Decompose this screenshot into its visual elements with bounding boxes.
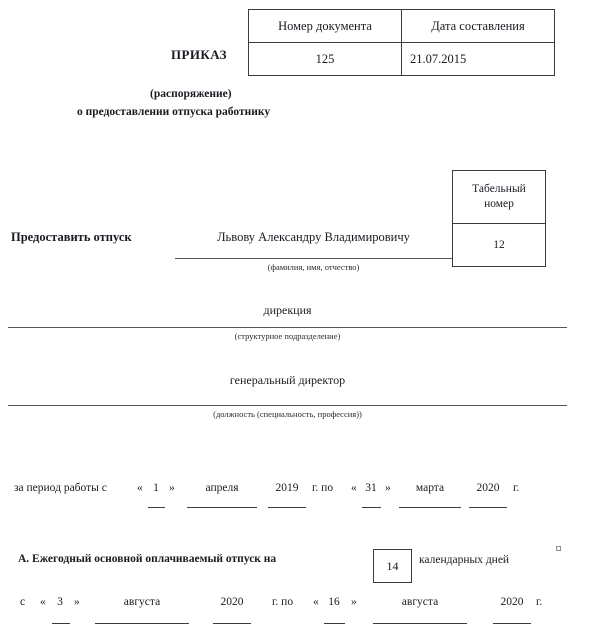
section-a-from-year-rule	[213, 623, 251, 624]
section-a-to-day-rule	[324, 623, 345, 624]
department-caption: (структурное подразделение)	[234, 331, 341, 341]
table-row	[453, 224, 546, 267]
document-subject: о предоставлении отпуска работнику	[77, 106, 271, 118]
work-period-prefix: за период работы с	[14, 482, 107, 494]
work-period-from-month-rule	[187, 507, 257, 508]
section-a-from-year[interactable]: 2020	[220, 596, 244, 608]
section-a-from-month[interactable]: августа	[123, 596, 161, 608]
tab-number-header-line1: Табельный	[472, 183, 526, 195]
employee-name-caption: (фамилия, имя, отчество)	[267, 262, 360, 272]
work-period-from-quote-close: »	[169, 482, 175, 494]
table-row	[249, 43, 555, 76]
header-cell-compilation-date: Дата составления	[402, 10, 555, 43]
section-a-suffix-2: г.	[536, 596, 543, 608]
work-period-to-month[interactable]: марта	[415, 482, 445, 494]
section-a-from-quote-close: »	[74, 596, 80, 608]
table-row	[249, 10, 555, 43]
section-a-to-month[interactable]: августа	[401, 596, 439, 608]
section-a-from-day-rule	[52, 623, 70, 624]
document-header-table	[248, 9, 555, 76]
work-period-from-day[interactable]: 1	[153, 482, 159, 494]
work-period-row	[0, 478, 600, 518]
work-period-suffix-2: г.	[513, 482, 520, 494]
table-row	[453, 171, 546, 224]
tab-number-header-line2: номер	[484, 198, 514, 210]
section-a-prefix: с	[20, 596, 26, 608]
section-a-suffix-1: г. по	[272, 596, 294, 608]
work-period-from-year[interactable]: 2019	[275, 482, 299, 494]
work-period-to-year[interactable]: 2020	[476, 482, 500, 494]
position-caption: (должность (специальность, профессия))	[213, 409, 362, 419]
section-a-from-day[interactable]: 3	[57, 596, 63, 608]
section-a-to-day[interactable]: 16	[328, 596, 340, 608]
department-rule	[8, 327, 567, 328]
order-alt-label: (распоряжение)	[150, 88, 232, 100]
grant-vacation-label: Предоставить отпуск	[11, 230, 132, 244]
tab-number-table	[452, 170, 546, 267]
order-label: ПРИКАЗ	[171, 47, 227, 62]
work-period-to-day[interactable]: 31	[365, 482, 377, 494]
work-period-to-day-rule	[362, 507, 381, 508]
value-compilation-date[interactable]: 21.07.2015	[402, 43, 555, 76]
work-period-from-quote-open: «	[137, 482, 143, 494]
work-period-to-quote-open: «	[351, 482, 357, 494]
section-a-title: А. Ежегодный основной оплачиваемый отпуск на	[18, 553, 277, 565]
position-rule	[8, 405, 567, 406]
work-period-suffix-1: г. по	[312, 482, 334, 494]
checkbox-marker[interactable]	[556, 546, 561, 551]
section-a-to-quote-close: »	[351, 596, 357, 608]
section-a-to-year-rule	[493, 623, 531, 624]
section-a-to-year[interactable]: 2020	[500, 596, 524, 608]
employee-position[interactable]: генеральный директор	[229, 373, 346, 387]
work-period-to-year-rule	[469, 507, 507, 508]
work-period-to-quote-close: »	[385, 482, 391, 494]
work-period-to-month-rule	[399, 507, 461, 508]
value-document-number[interactable]: 125	[249, 43, 402, 76]
section-a-days-unit: календарных дней	[419, 554, 510, 566]
tab-number-value[interactable]: 12	[453, 224, 546, 267]
work-period-from-month[interactable]: апреля	[205, 482, 239, 494]
employee-full-name[interactable]: Львову Александру Владимировичу	[217, 230, 410, 244]
employee-department[interactable]: дирекция	[263, 303, 312, 317]
section-a-to-month-rule	[373, 623, 467, 624]
tab-number-header	[453, 171, 546, 224]
section-a-from-month-rule	[95, 623, 189, 624]
section-a-to-quote-open: «	[313, 596, 319, 608]
section-a-from-quote-open: «	[40, 596, 46, 608]
work-period-from-day-rule	[148, 507, 165, 508]
header-cell-document-number: Номер документа	[249, 10, 402, 43]
work-period-from-year-rule	[268, 507, 306, 508]
section-a-days-value[interactable]: 14	[373, 549, 412, 583]
section-a-dates-row	[0, 592, 600, 632]
employee-name-rule	[175, 258, 452, 259]
